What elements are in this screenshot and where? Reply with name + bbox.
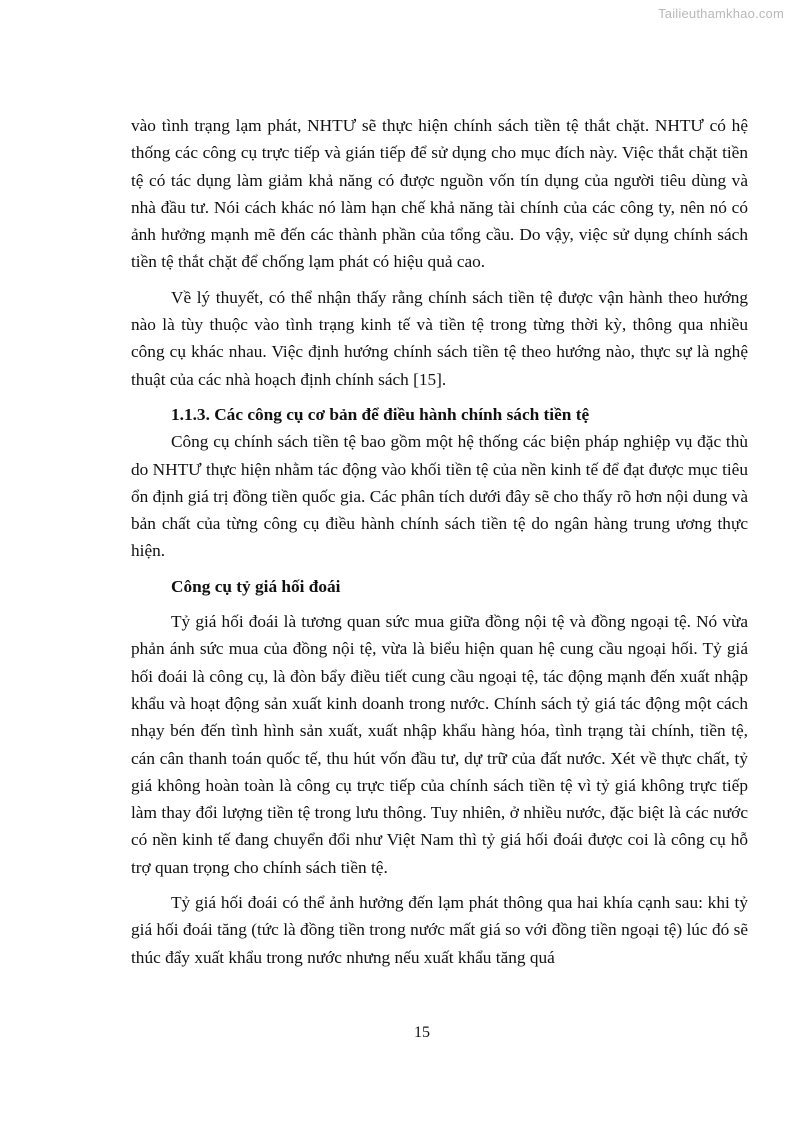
paragraph-3: Công cụ chính sách tiền tệ bao gồm một hệ thống các biện pháp nghiệp vụ đặc thù do NHTƯ thực hiện nhằm tác động vào khối tiền tệ của nền kinh tế để đạt được mục tiêu ổn định giá trị đồng tiền quốc gia. Các phân tích dưới đây sẽ cho thấy rõ hơn nội dung và bản chất của từng công cụ điều hành chính sách tiền tệ do ngân hàng trung ương thực hiện. — [131, 432, 748, 561]
subsection-heading: Công cụ tỷ giá hối đoái — [171, 576, 341, 596]
page-body — [131, 112, 748, 971]
paragraph-5: Tỷ giá hối đoái có thể ảnh hưởng đến lạm phát thông qua hai khía cạnh sau: khi tỷ giá hối đoái tăng (tức là đồng tiền trong nước mất giá so với đồng tiền ngoại tệ) lúc đó sẽ thúc đẩy xuất khẩu trong nước nhưng nếu xuất khẩu tăng quá — [131, 893, 748, 967]
section-heading: 1.1.3. Các công cụ cơ bản để điều hành chính sách tiền tệ — [171, 404, 590, 424]
paragraph-4: Tỷ giá hối đoái là tương quan sức mua giữa đồng nội tệ và đồng ngoại tệ. Nó vừa phản ánh sức mua của đồng nội tệ, vừa là biểu hiện quan hệ cung cầu ngoại hối. Tỷ giá hối đoái là công cụ, là đòn bẩy điều tiết cung cầu ngoại tệ, tác động mạnh đến xuất nhập khẩu và hoạt động sản xuất kinh doanh trong nước. Chính sách tỷ giá tác động một cách nhạy bén đến tình hình sản xuất, xuất nhập khẩu hàng hóa, tình trạng tài chính, tiền tệ, cán cân thanh toán quốc tế, thu hút vốn đầu tư, dự trữ của đất nước. Xét về thực chất, tỷ giá không hoàn toàn là công cụ trực tiếp của chính sách tiền tệ vì tỷ giá không trực tiếp làm thay đổi lượng tiền tệ trong lưu thông. Tuy nhiên, ở nhiều nước, đặc biệt là các nước có nền kinh tế đang chuyển đổi như Việt Nam thì tỷ giá hối đoái được coi là công cụ hỗ trợ quan trọng cho chính sách tiền tệ. — [131, 612, 748, 877]
paragraph-1: vào tình trạng lạm phát, NHTƯ sẽ thực hiện chính sách tiền tệ thắt chặt. NHTƯ có hệ thống các công cụ trực tiếp và gián tiếp để sử dụng cho mục đích này. Việc thắt chặt tiền tệ có tác dụng làm giảm khả năng có được nguồn vốn tín dụng của người tiêu dùng và nhà đầu tư. Nói cách khác nó làm hạn chế khả năng tài chính của các công ty, nên nó có ảnh hưởng mạnh mẽ đến các thành phần của tổng cầu. Do vậy, việc sử dụng chính sách tiền tệ thắt chặt để chống lạm phát có hiệu quả cao. — [131, 116, 748, 272]
watermark: Tailieuthamkhao.com — [658, 6, 784, 21]
page-number: 15 — [414, 1024, 430, 1041]
paragraph-2: Về lý thuyết, có thể nhận thấy rằng chính sách tiền tệ được vận hành theo hướng nào là tùy thuộc vào tình trạng kinh tế và tiền tệ trong từng thời kỳ, thông qua nhiều công cụ khác nhau. Việc định hướng chính sách tiền tệ theo hướng nào, thực sự là nghệ thuật của các nhà hoạch định chính sách [15]. — [131, 287, 748, 389]
